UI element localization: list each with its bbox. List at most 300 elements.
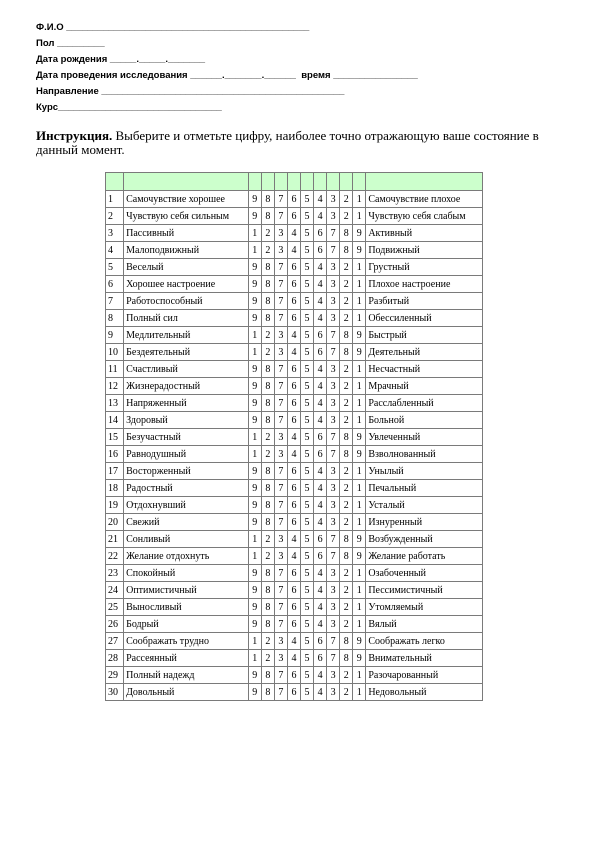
score-option[interactable]: 7 xyxy=(274,378,287,395)
course-field[interactable]: Курс_______________________________ xyxy=(36,102,222,113)
score-option[interactable]: 8 xyxy=(340,650,353,667)
score-option[interactable]: 9 xyxy=(248,191,261,208)
score-option[interactable]: 3 xyxy=(274,344,287,361)
score-option[interactable]: 5 xyxy=(301,378,314,395)
score-option[interactable]: 5 xyxy=(301,548,314,565)
score-option[interactable]: 8 xyxy=(261,684,274,701)
table-row xyxy=(106,191,483,208)
score-option[interactable]: 4 xyxy=(314,208,327,225)
score-option[interactable]: 4 xyxy=(314,684,327,701)
score-option[interactable]: 4 xyxy=(314,565,327,582)
score-option[interactable]: 1 xyxy=(248,344,261,361)
score-option[interactable]: 7 xyxy=(327,344,340,361)
score-option[interactable]: 6 xyxy=(287,276,300,293)
score-option[interactable]: 8 xyxy=(261,667,274,684)
score-option[interactable]: 5 xyxy=(301,497,314,514)
score-option[interactable]: 2 xyxy=(340,378,353,395)
score-option[interactable]: 5 xyxy=(301,361,314,378)
score-option[interactable]: 9 xyxy=(248,582,261,599)
right-adjective: Увлеченный xyxy=(366,429,483,446)
score-option[interactable]: 6 xyxy=(287,259,300,276)
score-option[interactable]: 9 xyxy=(353,327,366,344)
score-option[interactable]: 9 xyxy=(248,497,261,514)
score-option[interactable]: 7 xyxy=(274,208,287,225)
score-option[interactable]: 9 xyxy=(353,242,366,259)
score-option[interactable]: 5 xyxy=(301,480,314,497)
score-option[interactable]: 3 xyxy=(327,378,340,395)
score-option[interactable]: 8 xyxy=(340,548,353,565)
right-adjective: Активный xyxy=(366,225,483,242)
score-option[interactable]: 7 xyxy=(274,599,287,616)
score-option[interactable]: 7 xyxy=(274,616,287,633)
right-adjective: Унылый xyxy=(366,463,483,480)
score-option[interactable]: 6 xyxy=(287,361,300,378)
score-option[interactable]: 4 xyxy=(314,310,327,327)
score-option[interactable]: 7 xyxy=(327,429,340,446)
score-option[interactable]: 4 xyxy=(314,259,327,276)
score-option[interactable]: 8 xyxy=(261,412,274,429)
score-option[interactable]: 3 xyxy=(327,480,340,497)
score-option[interactable]: 8 xyxy=(340,633,353,650)
score-option[interactable]: 6 xyxy=(287,667,300,684)
score-option[interactable]: 6 xyxy=(314,327,327,344)
score-option[interactable]: 7 xyxy=(274,480,287,497)
score-option[interactable]: 9 xyxy=(353,446,366,463)
score-option[interactable]: 2 xyxy=(261,650,274,667)
score-option[interactable]: 1 xyxy=(353,310,366,327)
score-option[interactable]: 6 xyxy=(287,395,300,412)
score-option[interactable]: 9 xyxy=(248,667,261,684)
score-option[interactable]: 2 xyxy=(340,684,353,701)
score-option[interactable]: 8 xyxy=(261,497,274,514)
score-option[interactable]: 2 xyxy=(261,548,274,565)
score-option[interactable]: 4 xyxy=(314,293,327,310)
score-option[interactable]: 4 xyxy=(314,599,327,616)
score-option[interactable]: 7 xyxy=(274,310,287,327)
score-option[interactable]: 5 xyxy=(301,412,314,429)
score-option[interactable]: 5 xyxy=(301,463,314,480)
score-option[interactable]: 8 xyxy=(340,327,353,344)
score-option[interactable]: 7 xyxy=(274,514,287,531)
score-option[interactable]: 5 xyxy=(301,344,314,361)
score-option[interactable]: 4 xyxy=(314,480,327,497)
score-option[interactable]: 9 xyxy=(248,616,261,633)
score-option[interactable]: 2 xyxy=(340,514,353,531)
score-option[interactable]: 3 xyxy=(274,242,287,259)
direction-field[interactable]: Направление ______________________________________________ xyxy=(36,86,345,97)
gender-field[interactable]: Пол _________ xyxy=(36,38,105,49)
score-option[interactable]: 6 xyxy=(314,225,327,242)
score-option[interactable]: 8 xyxy=(340,429,353,446)
score-option[interactable]: 7 xyxy=(274,395,287,412)
score-option[interactable]: 8 xyxy=(261,378,274,395)
score-option[interactable]: 4 xyxy=(314,667,327,684)
score-option[interactable]: 8 xyxy=(261,310,274,327)
score-option[interactable]: 8 xyxy=(340,344,353,361)
score-option[interactable]: 2 xyxy=(261,531,274,548)
score-option[interactable]: 2 xyxy=(340,259,353,276)
score-option[interactable]: 8 xyxy=(261,582,274,599)
score-option[interactable]: 8 xyxy=(340,225,353,242)
score-option[interactable]: 9 xyxy=(248,259,261,276)
score-option[interactable]: 2 xyxy=(261,446,274,463)
birth-date-field[interactable]: Дата рождения _____._____._______ xyxy=(36,54,206,65)
score-option[interactable]: 6 xyxy=(314,650,327,667)
score-option[interactable]: 3 xyxy=(327,565,340,582)
left-adjective: Спокойный xyxy=(124,565,249,582)
score-option[interactable]: 9 xyxy=(353,429,366,446)
left-adjective: Оптимистичный xyxy=(124,582,249,599)
score-option[interactable]: 1 xyxy=(353,412,366,429)
right-adjective: Озабоченный xyxy=(366,565,483,582)
score-option[interactable]: 8 xyxy=(340,446,353,463)
score-option[interactable]: 3 xyxy=(274,446,287,463)
score-option[interactable]: 4 xyxy=(314,463,327,480)
score-option[interactable]: 3 xyxy=(274,327,287,344)
score-option[interactable]: 1 xyxy=(353,361,366,378)
score-option[interactable]: 1 xyxy=(353,565,366,582)
score-option[interactable]: 2 xyxy=(340,412,353,429)
table-row xyxy=(106,378,483,395)
score-option[interactable]: 1 xyxy=(353,616,366,633)
score-option[interactable]: 7 xyxy=(327,225,340,242)
score-option[interactable]: 5 xyxy=(301,225,314,242)
score-option[interactable]: 3 xyxy=(327,514,340,531)
right-adjective: Разбитый xyxy=(366,293,483,310)
score-option[interactable]: 4 xyxy=(287,327,300,344)
score-option[interactable]: 1 xyxy=(248,429,261,446)
score-option[interactable]: 6 xyxy=(287,616,300,633)
score-option[interactable]: 3 xyxy=(327,599,340,616)
score-option[interactable]: 1 xyxy=(248,548,261,565)
score-option[interactable]: 6 xyxy=(287,582,300,599)
score-option[interactable]: 9 xyxy=(353,531,366,548)
score-option[interactable]: 5 xyxy=(301,616,314,633)
score-option[interactable]: 4 xyxy=(314,412,327,429)
score-option[interactable]: 4 xyxy=(314,191,327,208)
score-option[interactable]: 6 xyxy=(287,412,300,429)
score-option[interactable]: 3 xyxy=(274,650,287,667)
score-option[interactable]: 5 xyxy=(301,429,314,446)
score-option[interactable]: 8 xyxy=(261,208,274,225)
score-option[interactable]: 1 xyxy=(248,446,261,463)
score-option[interactable]: 6 xyxy=(287,480,300,497)
score-option[interactable]: 9 xyxy=(248,480,261,497)
score-option[interactable]: 9 xyxy=(248,293,261,310)
score-option[interactable]: 2 xyxy=(340,276,353,293)
left-adjective: Свежий xyxy=(124,514,249,531)
score-option[interactable]: 9 xyxy=(248,208,261,225)
score-option[interactable]: 6 xyxy=(287,497,300,514)
score-option[interactable]: 1 xyxy=(248,531,261,548)
score-option[interactable]: 4 xyxy=(314,514,327,531)
score-option[interactable]: 3 xyxy=(327,616,340,633)
test-date-field[interactable]: Дата проведения исследования ______._______.______ время ________________ xyxy=(36,70,418,81)
score-option[interactable]: 3 xyxy=(327,412,340,429)
score-option[interactable]: 8 xyxy=(340,531,353,548)
score-option[interactable]: 4 xyxy=(287,531,300,548)
score-option[interactable]: 2 xyxy=(340,599,353,616)
score-option[interactable]: 9 xyxy=(248,361,261,378)
score-option[interactable]: 5 xyxy=(301,242,314,259)
score-option[interactable]: 1 xyxy=(353,514,366,531)
score-option[interactable]: 6 xyxy=(314,242,327,259)
score-option[interactable]: 3 xyxy=(274,548,287,565)
score-option[interactable]: 3 xyxy=(327,497,340,514)
score-option[interactable]: 1 xyxy=(248,650,261,667)
score-option[interactable]: 6 xyxy=(287,378,300,395)
score-option[interactable]: 5 xyxy=(301,599,314,616)
score-option[interactable]: 8 xyxy=(261,276,274,293)
score-option[interactable]: 2 xyxy=(340,497,353,514)
score-option[interactable]: 6 xyxy=(314,344,327,361)
score-option[interactable]: 1 xyxy=(353,667,366,684)
header-cell xyxy=(340,173,353,191)
score-option[interactable]: 5 xyxy=(301,514,314,531)
score-option[interactable]: 1 xyxy=(353,395,366,412)
score-option[interactable]: 7 xyxy=(274,361,287,378)
score-option[interactable]: 4 xyxy=(314,361,327,378)
score-option[interactable]: 2 xyxy=(340,667,353,684)
score-option[interactable]: 2 xyxy=(340,463,353,480)
score-option[interactable]: 5 xyxy=(301,633,314,650)
score-option[interactable]: 3 xyxy=(327,395,340,412)
score-option[interactable]: 3 xyxy=(327,259,340,276)
score-option[interactable]: 9 xyxy=(248,565,261,582)
score-option[interactable]: 7 xyxy=(274,463,287,480)
score-option[interactable]: 4 xyxy=(287,650,300,667)
score-option[interactable]: 4 xyxy=(287,633,300,650)
score-option[interactable]: 6 xyxy=(314,429,327,446)
score-option[interactable]: 3 xyxy=(274,633,287,650)
score-option[interactable]: 6 xyxy=(287,514,300,531)
score-option[interactable]: 3 xyxy=(274,225,287,242)
score-option[interactable]: 7 xyxy=(274,412,287,429)
score-option[interactable]: 9 xyxy=(353,650,366,667)
score-option[interactable]: 4 xyxy=(314,616,327,633)
score-option[interactable]: 7 xyxy=(327,548,340,565)
table-row xyxy=(106,667,483,684)
score-option[interactable]: 7 xyxy=(274,565,287,582)
score-option[interactable]: 3 xyxy=(327,191,340,208)
score-option[interactable]: 1 xyxy=(353,480,366,497)
score-option[interactable]: 3 xyxy=(327,667,340,684)
score-option[interactable]: 4 xyxy=(314,395,327,412)
score-option[interactable]: 7 xyxy=(327,327,340,344)
score-option[interactable]: 7 xyxy=(274,191,287,208)
score-option[interactable]: 5 xyxy=(301,310,314,327)
score-option[interactable]: 2 xyxy=(340,616,353,633)
score-option[interactable]: 5 xyxy=(301,208,314,225)
score-option[interactable]: 9 xyxy=(248,684,261,701)
score-option[interactable]: 3 xyxy=(327,208,340,225)
score-option[interactable]: 1 xyxy=(353,293,366,310)
score-option[interactable]: 3 xyxy=(327,582,340,599)
score-option[interactable]: 5 xyxy=(301,446,314,463)
score-option[interactable]: 3 xyxy=(327,293,340,310)
row-number: 21 xyxy=(106,531,124,548)
score-option[interactable]: 5 xyxy=(301,684,314,701)
right-adjective: Усталый xyxy=(366,497,483,514)
score-option[interactable]: 7 xyxy=(274,276,287,293)
score-option[interactable]: 5 xyxy=(301,259,314,276)
score-option[interactable]: 9 xyxy=(353,633,366,650)
score-option[interactable]: 8 xyxy=(261,293,274,310)
score-option[interactable]: 6 xyxy=(314,446,327,463)
score-option[interactable]: 7 xyxy=(327,633,340,650)
score-option[interactable]: 2 xyxy=(340,361,353,378)
score-option[interactable]: 1 xyxy=(353,497,366,514)
score-option[interactable]: 6 xyxy=(287,463,300,480)
score-option[interactable]: 2 xyxy=(340,208,353,225)
right-adjective: Расслабленный xyxy=(366,395,483,412)
score-option[interactable]: 1 xyxy=(248,225,261,242)
score-option[interactable]: 7 xyxy=(274,582,287,599)
score-option[interactable]: 1 xyxy=(248,327,261,344)
score-option[interactable]: 1 xyxy=(353,378,366,395)
score-option[interactable]: 4 xyxy=(287,446,300,463)
score-option[interactable]: 8 xyxy=(261,616,274,633)
score-option[interactable]: 1 xyxy=(353,191,366,208)
score-option[interactable]: 6 xyxy=(287,684,300,701)
score-option[interactable]: 5 xyxy=(301,293,314,310)
score-option[interactable]: 7 xyxy=(274,293,287,310)
score-option[interactable]: 9 xyxy=(248,463,261,480)
score-option[interactable]: 2 xyxy=(261,225,274,242)
score-option[interactable]: 9 xyxy=(248,276,261,293)
score-option[interactable]: 8 xyxy=(261,395,274,412)
score-option[interactable]: 3 xyxy=(327,684,340,701)
score-option[interactable]: 6 xyxy=(287,599,300,616)
table-row xyxy=(106,344,483,361)
score-option[interactable]: 6 xyxy=(287,191,300,208)
score-option[interactable]: 4 xyxy=(314,582,327,599)
score-option[interactable]: 9 xyxy=(248,412,261,429)
score-option[interactable]: 2 xyxy=(261,633,274,650)
score-option[interactable]: 7 xyxy=(327,242,340,259)
score-option[interactable]: 6 xyxy=(287,293,300,310)
score-option[interactable]: 5 xyxy=(301,395,314,412)
score-option[interactable]: 3 xyxy=(274,531,287,548)
score-option[interactable]: 4 xyxy=(287,242,300,259)
score-option[interactable]: 4 xyxy=(314,378,327,395)
table-row xyxy=(106,684,483,701)
score-option[interactable]: 4 xyxy=(287,225,300,242)
score-option[interactable]: 7 xyxy=(327,531,340,548)
score-option[interactable]: 7 xyxy=(274,667,287,684)
score-option[interactable]: 2 xyxy=(261,327,274,344)
score-option[interactable]: 9 xyxy=(248,514,261,531)
score-option[interactable]: 8 xyxy=(261,259,274,276)
score-option[interactable]: 7 xyxy=(274,684,287,701)
score-option[interactable]: 2 xyxy=(261,429,274,446)
score-option[interactable]: 8 xyxy=(261,463,274,480)
score-option[interactable]: 5 xyxy=(301,565,314,582)
score-option[interactable]: 3 xyxy=(327,463,340,480)
score-option[interactable]: 3 xyxy=(327,310,340,327)
score-option[interactable]: 6 xyxy=(287,208,300,225)
score-option[interactable]: 9 xyxy=(353,548,366,565)
score-option[interactable]: 9 xyxy=(353,344,366,361)
score-option[interactable]: 9 xyxy=(248,378,261,395)
score-option[interactable]: 2 xyxy=(340,310,353,327)
score-option[interactable]: 8 xyxy=(261,480,274,497)
score-option[interactable]: 6 xyxy=(314,531,327,548)
score-option[interactable]: 4 xyxy=(314,276,327,293)
score-option[interactable]: 7 xyxy=(327,650,340,667)
score-option[interactable]: 9 xyxy=(248,310,261,327)
score-option[interactable]: 2 xyxy=(340,395,353,412)
score-option[interactable]: 1 xyxy=(248,242,261,259)
score-option[interactable]: 8 xyxy=(261,514,274,531)
score-option[interactable]: 2 xyxy=(261,344,274,361)
score-option[interactable]: 1 xyxy=(353,599,366,616)
score-option[interactable]: 2 xyxy=(340,565,353,582)
score-option[interactable]: 4 xyxy=(287,344,300,361)
score-option[interactable]: 9 xyxy=(248,395,261,412)
left-adjective: Полный надежд xyxy=(124,667,249,684)
score-option[interactable]: 3 xyxy=(327,361,340,378)
header-cell xyxy=(261,173,274,191)
score-option[interactable]: 4 xyxy=(287,429,300,446)
score-option[interactable]: 5 xyxy=(301,531,314,548)
score-option[interactable]: 1 xyxy=(353,684,366,701)
score-option[interactable]: 5 xyxy=(301,276,314,293)
table-row xyxy=(106,429,483,446)
score-option[interactable]: 3 xyxy=(327,276,340,293)
table-row xyxy=(106,361,483,378)
score-option[interactable]: 3 xyxy=(274,429,287,446)
score-option[interactable]: 5 xyxy=(301,667,314,684)
score-option[interactable]: 8 xyxy=(340,242,353,259)
score-option[interactable]: 6 xyxy=(314,548,327,565)
score-option[interactable]: 2 xyxy=(340,480,353,497)
score-option[interactable]: 7 xyxy=(274,497,287,514)
score-option[interactable]: 1 xyxy=(353,463,366,480)
score-option[interactable]: 9 xyxy=(353,225,366,242)
score-option[interactable]: 4 xyxy=(314,497,327,514)
score-option[interactable]: 8 xyxy=(261,565,274,582)
score-option[interactable]: 6 xyxy=(287,310,300,327)
score-option[interactable]: 2 xyxy=(340,191,353,208)
score-option[interactable]: 7 xyxy=(274,259,287,276)
row-number: 6 xyxy=(106,276,124,293)
score-option[interactable]: 5 xyxy=(301,650,314,667)
score-option[interactable]: 8 xyxy=(261,191,274,208)
score-option[interactable]: 1 xyxy=(248,633,261,650)
score-option[interactable]: 8 xyxy=(261,361,274,378)
score-option[interactable]: 2 xyxy=(340,582,353,599)
score-option[interactable]: 2 xyxy=(340,293,353,310)
score-option[interactable]: 2 xyxy=(261,242,274,259)
score-option[interactable]: 9 xyxy=(248,599,261,616)
score-option[interactable]: 1 xyxy=(353,208,366,225)
score-option[interactable]: 1 xyxy=(353,582,366,599)
score-option[interactable]: 5 xyxy=(301,327,314,344)
score-option[interactable]: 7 xyxy=(327,446,340,463)
score-option[interactable]: 4 xyxy=(287,548,300,565)
score-option[interactable]: 6 xyxy=(287,565,300,582)
score-option[interactable]: 6 xyxy=(314,633,327,650)
score-option[interactable]: 1 xyxy=(353,259,366,276)
score-option[interactable]: 5 xyxy=(301,582,314,599)
score-option[interactable]: 8 xyxy=(261,599,274,616)
full-name-field[interactable]: Ф.И.О ______________________________________________ xyxy=(36,22,310,33)
left-adjective: Самочувствие хорошее xyxy=(124,191,249,208)
score-option[interactable]: 5 xyxy=(301,191,314,208)
left-adjective: Хорошее настроение xyxy=(124,276,249,293)
score-option[interactable]: 1 xyxy=(353,276,366,293)
